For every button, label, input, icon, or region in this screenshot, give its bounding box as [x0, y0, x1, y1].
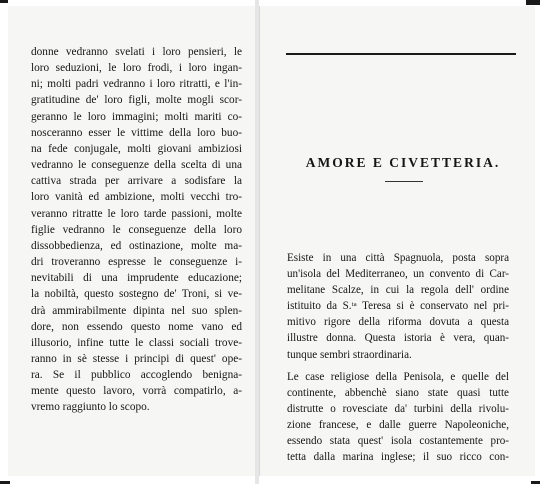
text-line: ra. Se il pubblico accoglendo benigna-	[31, 369, 242, 382]
paragraph	[287, 369, 509, 466]
text-line: illustre donna. Questa istoria è vera, quan-	[287, 332, 509, 345]
text-line: veranno ritratte le loro tarde passioni, molte	[31, 207, 242, 220]
text-line: Le case religiose della Penisola, e quelle del	[287, 370, 509, 383]
scan-edge-mark	[526, 0, 540, 5]
paragraph	[287, 250, 509, 363]
text-line: ni; molti padri vedranno i loro ritratti, e l'in-	[31, 78, 242, 91]
text-line: dri troveranno espresse le conseguenze i-	[31, 256, 242, 269]
text-line: dore, non essendo questo nome vano ed	[31, 320, 242, 333]
text-line: Esiste in una città Spagnuola, posta sopra	[287, 252, 509, 264]
text-line: mente questo lavoro, vorrà compatirlo, a-	[31, 385, 242, 398]
text-line: illusorio, infine tutte le classi sociali trove-	[31, 336, 242, 349]
text-line: la nobiltà, questo sostegno de' Troni, si ve-	[31, 288, 242, 301]
text-line: ranno in sè stesse i principi di quest' ope-	[31, 352, 242, 365]
text-line: melitane Scalze, in cui la regola dell' ordine	[287, 284, 509, 297]
scan-edge-mark	[0, 0, 8, 3]
text-line: loro vanità ed ambizione, molti vecchi tro-	[31, 191, 242, 204]
text-line: nevitabili di una imprudente educazione;	[31, 272, 242, 285]
text-line: un'isola del Mediterraneo, un convento di Car-	[287, 268, 509, 281]
title-ornament-dash	[385, 181, 423, 182]
chapter-top-rule	[286, 53, 516, 55]
text-line: tunque sembri straordinaria.	[287, 348, 412, 361]
text-line: nosceranno esser le vittime della loro buo-	[31, 126, 242, 139]
text-line: figlie vedranno le conseguenze della loro	[31, 223, 242, 236]
text-line: essendo stata quest' isola costantemente pro-	[287, 435, 509, 448]
text-line: vedranno le conseguenze della scelta di una	[31, 159, 242, 172]
text-line: loro seduzioni, le loro frodi, i loro ingan-	[31, 62, 242, 75]
text-line: vremo raggiunto lo scopo.	[31, 401, 150, 414]
text-line: donne vedranno svelati i loro pensieri, le	[31, 46, 242, 58]
chapter-title: AMORE E CIVETTERIA.	[305, 155, 501, 170]
text-line: gratitudine de' loro figli, molte mogli scor-	[31, 94, 242, 107]
text-line: na fede conjugale, molti giovani ambiziosi	[31, 142, 242, 155]
text-line: distrutte o rovesciate da' turbini della rivolu-	[287, 402, 509, 415]
text-line: zione francese, e dalle guerre Napoleoniche,	[287, 418, 509, 431]
text-line: continente, abbenchè siano state quasi tutte	[287, 386, 509, 399]
text-line: geranno le loro immagini; molti mariti co-	[31, 110, 242, 123]
text-line: istituito da S.ᵗᵃ Teresa si è conservato nel pri-	[287, 300, 509, 313]
text-line: drà ammirabilmente dipinta nel suo splen-	[31, 304, 242, 317]
right-page-body	[287, 250, 509, 465]
text-line: mitivo rigore della riforma dovuta a questa	[287, 316, 509, 329]
text-line: tetta dalla marina inglese; il suo ricco con-	[287, 451, 509, 464]
left-page-body	[31, 44, 242, 416]
text-line: dissobbedienza, ed ostinazione, molte ma-	[31, 239, 242, 252]
text-line: cattiva strada per arrivare a sodisfare la	[31, 175, 242, 188]
